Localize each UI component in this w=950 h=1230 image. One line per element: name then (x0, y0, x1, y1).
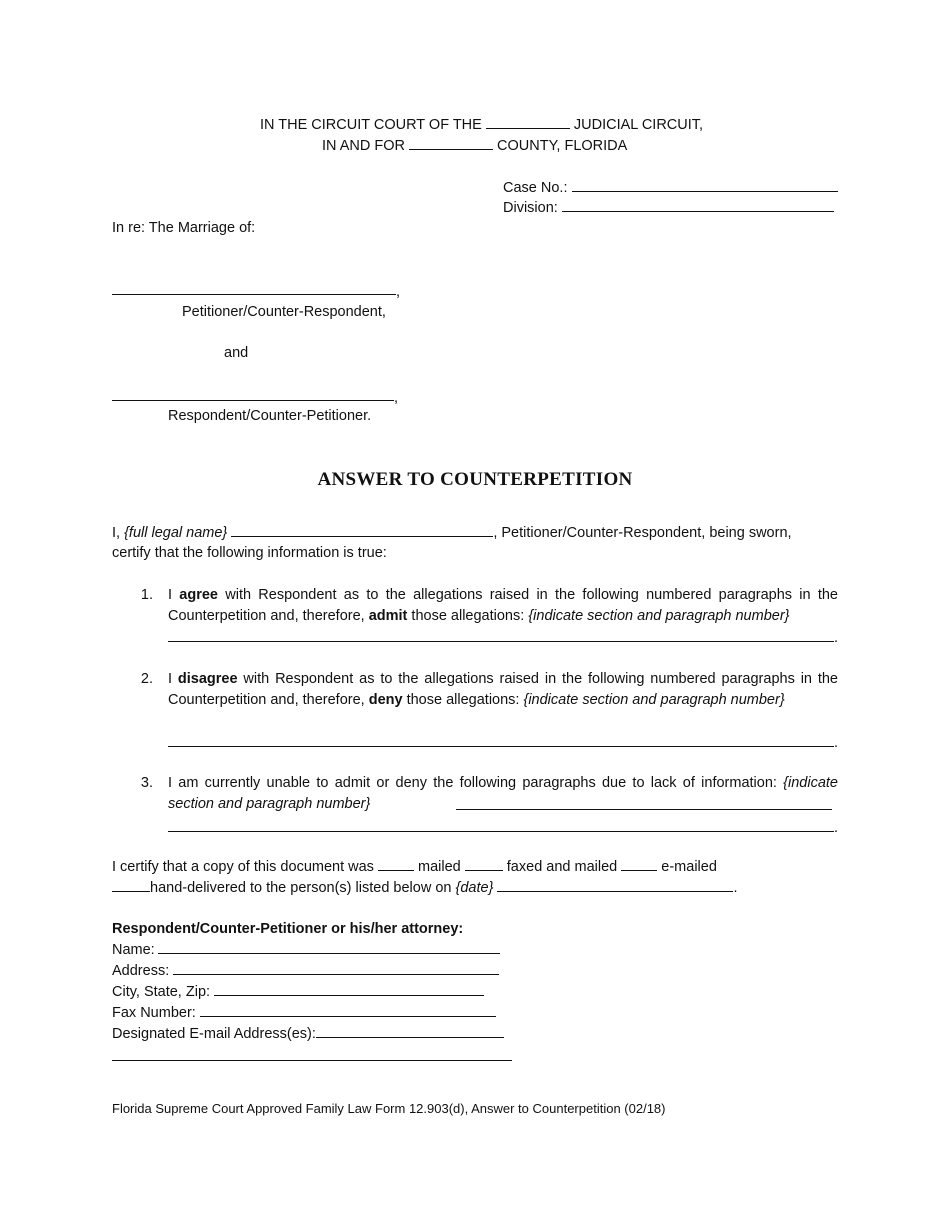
item-text: those allegations: (402, 692, 524, 708)
item-text: with Respondent as to the allegations raised in the following numbered paragraphs in the Counterpetition and, therefore, (168, 587, 838, 624)
item-1-text (168, 585, 838, 627)
petitioner-name-field[interactable] (112, 294, 396, 295)
full-legal-name-hint: {full legal name} (124, 525, 228, 541)
service-city-row (112, 981, 484, 1002)
division-field[interactable] (562, 197, 834, 212)
service-email-field[interactable] (316, 1023, 504, 1038)
item-hint: {indicate section and paragraph number} (168, 775, 838, 812)
item-text: I (168, 587, 180, 603)
service-name-label: Name: (112, 942, 155, 958)
period: . (834, 630, 839, 646)
hand-delivered-checkbox[interactable] (112, 877, 150, 892)
intro-role: , Petitioner/Counter-Respondent, being sworn, (493, 525, 792, 541)
hand-delivered-label: hand-delivered to the person(s) listed below on (150, 880, 452, 896)
faxed-checkbox[interactable] (465, 856, 503, 871)
court-line-1 (260, 114, 703, 135)
court-line-2 (322, 135, 627, 156)
full-legal-name-field[interactable] (231, 522, 493, 537)
judicial-circuit-field[interactable] (486, 114, 570, 129)
item-hint: {indicate section and paragraph number} (523, 692, 785, 708)
item-text: I am currently unable to admit or deny the following paragraphs due to lack of information: (168, 775, 784, 791)
item-keyword: deny (368, 692, 403, 708)
service-fax-label: Fax Number: (112, 1005, 196, 1021)
item-3-answer-field-a[interactable] (456, 809, 832, 810)
comma: , (396, 284, 401, 300)
division-row (503, 197, 834, 218)
service-email-field-2[interactable] (112, 1060, 512, 1061)
petitioner-label: Petitioner/Counter-Respondent, (182, 304, 386, 320)
period: . (834, 735, 839, 751)
and-label: and (224, 345, 249, 361)
service-email-row (112, 1023, 504, 1044)
service-address-label: Address: (112, 963, 170, 979)
item-text: those allegations: (407, 608, 529, 624)
in-and-for-label: IN AND FOR (322, 138, 405, 154)
faxed-label: faxed and mailed (506, 859, 618, 875)
county-label: COUNTY, FLORIDA (497, 138, 628, 154)
service-name-row (112, 939, 500, 960)
case-number-field[interactable] (572, 177, 838, 192)
item-2-answer-field[interactable] (168, 746, 834, 747)
service-heading: Respondent/Counter-Petitioner or his/her attorney: (112, 921, 464, 937)
service-fax-row (112, 1002, 496, 1023)
certify-line-1 (112, 856, 717, 877)
item-keyword: admit (368, 608, 408, 624)
case-number-row (503, 177, 838, 198)
respondent-name-field[interactable] (112, 400, 394, 401)
certify-text: I certify that a copy of this document was (112, 859, 374, 875)
county-field[interactable] (409, 135, 493, 150)
intro-line-2: certify that the following information is true: (112, 545, 387, 561)
item-number: 2. (140, 671, 153, 687)
service-city-label: City, State, Zip: (112, 984, 211, 1000)
certify-line-2 (112, 877, 737, 898)
judicial-circuit-label: JUDICIAL CIRCUIT, (573, 117, 704, 133)
emailed-checkbox[interactable] (621, 856, 657, 871)
date-hint: {date} (455, 880, 494, 896)
period: . (733, 880, 738, 896)
service-address-row (112, 960, 499, 981)
item-3-answer-field-b[interactable] (168, 831, 834, 832)
case-number-label: Case No.: (503, 180, 568, 196)
item-keyword: agree (179, 587, 218, 603)
comma: , (394, 390, 399, 406)
service-fax-field[interactable] (200, 1002, 496, 1017)
item-keyword: disagree (177, 671, 238, 687)
item-hint: {indicate section and paragraph number} (528, 608, 790, 624)
form-footer: Florida Supreme Court Approved Family Law Form 12.903(d), Answer to Counterpetition (02/18) (112, 1101, 666, 1116)
service-city-field[interactable] (214, 981, 484, 996)
respondent-label: Respondent/Counter-Petitioner. (168, 408, 372, 424)
service-name-field[interactable] (158, 939, 500, 954)
item-2-text (168, 669, 838, 711)
mailed-label: mailed (418, 859, 461, 875)
intro-i: I, (112, 525, 121, 541)
division-label: Division: (503, 200, 558, 216)
service-email-label: Designated E-mail Address(es): (112, 1026, 316, 1042)
item-1-answer-field[interactable] (168, 641, 834, 642)
emailed-label: e-mailed (661, 859, 717, 875)
mailed-checkbox[interactable] (378, 856, 414, 871)
item-text: I (168, 671, 178, 687)
court-label: IN THE CIRCUIT COURT OF THE (260, 117, 482, 133)
document-title: ANSWER TO COUNTERPETITION (317, 469, 633, 490)
item-number: 1. (140, 587, 153, 603)
service-address-field[interactable] (173, 960, 499, 975)
intro-line-1 (112, 522, 792, 543)
date-field[interactable] (497, 877, 733, 892)
in-re-label: In re: The Marriage of: (112, 220, 256, 236)
item-text: with Respondent as to the allegations raised in the following numbered paragraphs in the Counterpetition and, therefore, (168, 671, 838, 708)
period: . (834, 820, 839, 836)
item-number: 3. (140, 775, 153, 791)
